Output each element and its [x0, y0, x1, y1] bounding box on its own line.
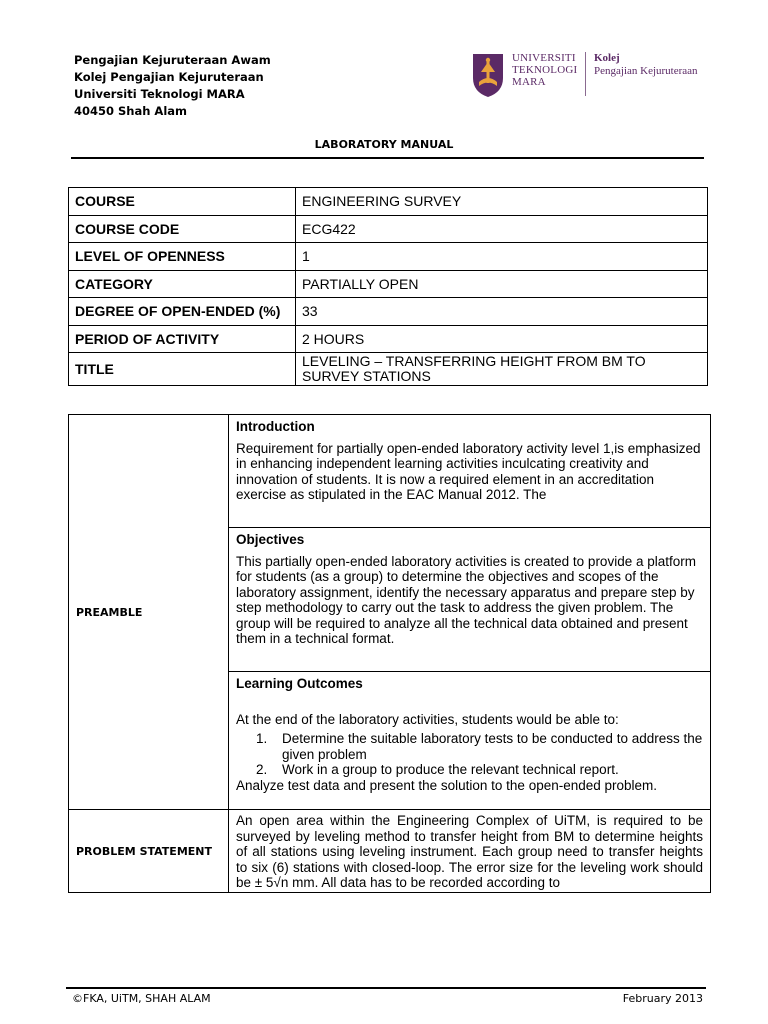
learning-outcomes-intro: At the end of the laboratory activities, students would be able to:	[236, 711, 619, 727]
course-info-table	[68, 187, 708, 386]
header-address	[74, 52, 271, 120]
footer-rule	[66, 987, 706, 989]
info-value: 33	[296, 298, 708, 326]
list-number: 2.	[256, 762, 268, 777]
logo-line: TEKNOLOGI	[512, 64, 578, 76]
table-row	[69, 270, 708, 298]
learning-outcomes-cell	[229, 672, 711, 810]
table-row	[69, 298, 708, 326]
learning-outcomes-closing: Analyze test data and present the solution to the open-ended problem.	[236, 777, 658, 793]
list-number: 1.	[256, 731, 268, 746]
footer-date: February 2013	[622, 992, 703, 1005]
logo-line: UNIVERSITI	[512, 52, 576, 64]
info-value: ENGINEERING SURVEY	[296, 188, 708, 216]
problem-statement-cell	[229, 810, 711, 893]
logo-university-name	[512, 52, 577, 88]
logo-line: Kolej	[594, 52, 620, 64]
introduction-text: Requirement for partially open-ended laboratory activity level 1,is emphasized in enhancing independent learning activities inculcating creativity and innovation of students. It is now a required element in an accreditation exercise as stipulated in the EAC Manual 2012. The	[236, 440, 701, 502]
list-text: Work in a group to produce the relevant technical report.	[282, 762, 619, 777]
uitm-logo	[470, 50, 710, 100]
address-line: Universiti Teknologi MARA	[74, 87, 245, 101]
info-key: PERIOD OF ACTIVITY	[69, 325, 296, 353]
table-row	[69, 215, 708, 243]
info-key: COURSE CODE	[69, 215, 296, 243]
address-line: Pengajian Kejuruteraan Awam	[74, 53, 271, 67]
problem-statement-label: PROBLEM STATEMENT	[69, 810, 229, 893]
objectives-heading: Objectives	[236, 532, 305, 547]
info-value: ECG422	[296, 215, 708, 243]
list-item	[256, 762, 703, 778]
learning-outcomes-heading: Learning Outcomes	[236, 676, 363, 691]
lab-content-table	[68, 414, 711, 893]
footer-copyright: ©FKA, UiTM, SHAH ALAM	[72, 992, 211, 1005]
table-row	[69, 243, 708, 271]
info-value: LEVELING – TRANSFERRING HEIGHT FROM BM TO SURVEY STATIONS	[296, 353, 708, 386]
objectives-text: This partially open-ended laboratory activities is created to provide a platform for students (as a group) to determine the objectives and scopes of the laboratory assignment, identify the necessary apparatus and prepare step by step methodology to carry out the task to address the given problem. The group will be required to analyze all the technical data obtained and present them in a technical format.	[236, 553, 696, 646]
table-row	[69, 325, 708, 353]
info-value: 1	[296, 243, 708, 271]
introduction-heading: Introduction	[236, 419, 315, 434]
document-title: LABORATORY MANUAL	[314, 138, 454, 151]
info-key: TITLE	[69, 353, 296, 386]
info-value: PARTIALLY OPEN	[296, 270, 708, 298]
table-row	[69, 810, 711, 893]
table-row	[69, 415, 711, 528]
info-key: CATEGORY	[69, 270, 296, 298]
objectives-cell	[229, 528, 711, 672]
title-rule	[71, 157, 704, 159]
info-key: COURSE	[69, 188, 296, 216]
preamble-label: PREAMBLE	[69, 415, 229, 810]
address-line: Kolej Pengajian Kejuruteraan	[74, 70, 264, 84]
uitm-crest-icon	[470, 52, 506, 98]
logo-line: MARA	[512, 76, 546, 88]
address-line: 40450 Shah Alam	[74, 104, 188, 118]
info-value: 2 HOURS	[296, 325, 708, 353]
logo-divider	[585, 52, 586, 96]
logo-line: Pengajian Kejuruteraan	[594, 65, 698, 77]
info-key: DEGREE OF OPEN-ENDED (%)	[69, 298, 296, 326]
logo-kolej-name	[594, 52, 698, 78]
info-key: LEVEL OF OPENNESS	[69, 243, 296, 271]
list-text: Determine the suitable laboratory tests to be conducted to address the given problem	[282, 731, 703, 762]
introduction-cell	[229, 415, 711, 528]
list-item	[256, 731, 703, 762]
table-row	[69, 353, 708, 386]
table-row	[69, 188, 708, 216]
learning-outcomes-list	[236, 731, 703, 778]
problem-statement-text: An open area within the Engineering Complex of UiTM, is required to be surveyed by leveling method to transfer height from BM to determine heights of all stations using leveling instrument. Each group need to transfer heights to six (6) stations with closed-loop. The error size for the leveling work should be ± 5√n mm. All data has to be recorded according to	[236, 813, 703, 890]
